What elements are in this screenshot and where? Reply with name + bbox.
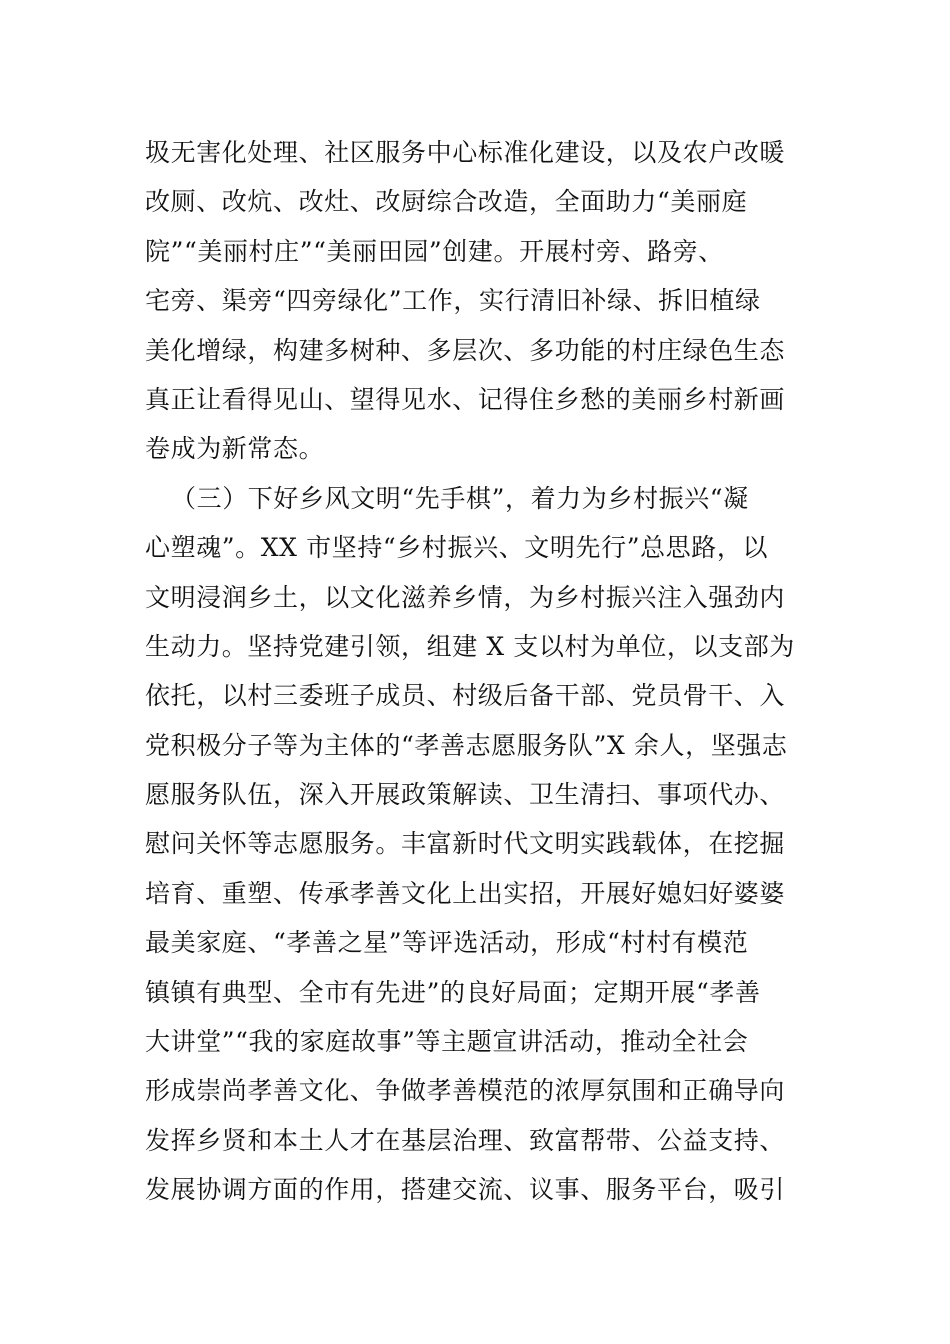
- paragraph-line: 依托，以村三委班子成员、村级后备干部、党员骨干、入: [145, 681, 786, 711]
- paragraph-line: 院”“美丽村庄”“美丽田园”创建。开展村旁、路旁、: [145, 236, 724, 266]
- paragraph-line: 心塑魂”。XX 市坚持“乡村振兴、文明先行”总思路，以: [145, 533, 769, 563]
- paragraph-line: 党积极分子等为主体的“孝善志愿服务队”X 余人，坚强志: [145, 730, 788, 760]
- paragraph-line: 美化增绿，构建多树种、多层次、多功能的村庄绿色生态: [145, 335, 786, 365]
- paragraph-line: 生动力。坚持党建引领，组建 X 支以村为单位，以支部为: [145, 631, 795, 661]
- paragraph-line: 文明浸润乡土，以文化滋养乡情，为乡村振兴注入强劲内: [145, 582, 786, 612]
- paragraph-line: 卷成为新常态。: [145, 434, 325, 464]
- paragraph-line: 最美家庭、“孝善之星”等评选活动，形成“村村有模范: [145, 928, 749, 958]
- paragraph-line: 愿服务队伍，深入开展政策解读、卫生清扫、事项代办、: [145, 780, 786, 810]
- paragraph-line: 镇镇有典型、全市有先进”的良好局面；定期开展“孝善: [145, 977, 761, 1007]
- document-body: [145, 128, 845, 1215]
- paragraph-line: 发展协调方面的作用，搭建交流、议事、服务平台，吸引: [145, 1175, 786, 1205]
- paragraph-line: 慰问关怀等志愿服务。丰富新时代文明实践载体，在挖掘: [145, 829, 786, 859]
- paragraph-line: 形成崇尚孝善文化、争做孝善模范的浓厚氛围和正确导向: [145, 1076, 786, 1106]
- paragraph-line: 圾无害化处理、社区服务中心标准化建设，以及农户改暖: [145, 138, 786, 167]
- section-heading-line: （三）下好乡风文明“先手棋”，着力为乡村振兴“凝: [171, 483, 749, 513]
- paragraph-line: 培育、重塑、传承孝善文化上出实招，开展好媳妇好婆婆: [145, 878, 786, 908]
- paragraph-1: [145, 128, 845, 474]
- paragraph-line: 大讲堂”“我的家庭故事”等主题宣讲活动，推动全社会: [145, 1027, 749, 1057]
- paragraph-line: 宅旁、渠旁“四旁绿化”工作，实行清旧补绿、拆旧植绿: [145, 286, 761, 316]
- paragraph-line: 真正让看得见山、望得见水、记得住乡愁的美丽乡村新画: [145, 384, 786, 414]
- paragraph-line: 发挥乡贤和本土人才在基层治理、致富帮带、公益支持、: [145, 1125, 786, 1155]
- paragraph-2: [145, 474, 845, 1215]
- paragraph-line: 改厕、改炕、改灶、改厨综合改造，全面助力“美丽庭: [145, 187, 748, 217]
